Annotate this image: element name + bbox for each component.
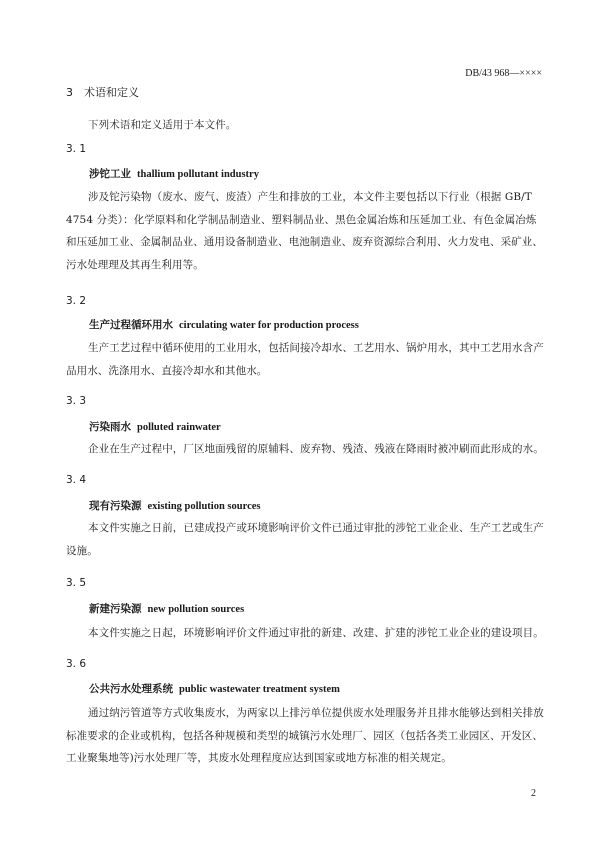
term-zh: 现有污染源	[89, 500, 142, 512]
term-en: thallium pollutant industry	[137, 169, 259, 180]
term-zh: 生产过程循环用水	[89, 319, 173, 331]
section-heading	[66, 84, 139, 100]
term-title	[89, 317, 359, 332]
term-number: 3. 4	[66, 474, 87, 486]
term-zh: 公共污水处理系统	[89, 683, 173, 695]
term-title	[89, 419, 221, 434]
term-en: circulating water for production process	[179, 320, 359, 331]
term-number: 3. 2	[66, 295, 87, 307]
term-title	[89, 601, 244, 616]
section-number: 3	[66, 86, 73, 99]
term-zh: 新建污染源	[89, 603, 142, 615]
term-number: 3. 3	[66, 395, 87, 407]
term-en: existing pollution sources	[147, 501, 261, 512]
term-definition: 本文件实施之日起，环境影响评价文件通过审批的新建、改建、扩建的涉铊工业企业的建设项目。	[88, 627, 544, 639]
term-definition: 涉及铊污染物（废水、废气、废渣）产生和排放的工业，本文件主要包括以下行业（根据 GB/T 4754 分类）：化学原料和化学制品制造业、塑料制品业、黑色金属冶炼和压延加工业、有色金属冶炼和压延加工业、金属制品业、通用设备制造业、电池制造业、废弃资源综合利用、火力发电、采矿业、污水处理理及其再生利用等。	[66, 191, 543, 271]
term-title	[89, 166, 259, 181]
term-en: polluted rainwater	[137, 422, 221, 433]
term-en: public wastewater treatment system	[179, 684, 340, 695]
document-code: DB/43 968—××××	[465, 68, 542, 79]
term-title	[89, 681, 340, 696]
intro-paragraph: 下列术语和定义适用于本文件。	[88, 119, 237, 131]
term-definition: 企业在生产过程中，厂区地面残留的原辅料、废弃物、残渣、残液在降雨时被冲刷而此形成的水。	[88, 443, 544, 455]
term-number: 3. 5	[66, 577, 87, 589]
term-title	[89, 498, 261, 513]
term-definition: 本文件实施之日前，已建成投产或环境影响评价文件已通过审批的涉铊工业企业、生产工艺或生产设施。	[66, 522, 544, 557]
term-number: 3. 6	[66, 658, 87, 670]
term-number: 3. 1	[66, 143, 87, 155]
term-definition: 通过纳污管道等方式收集废水，为两家以上排污单位提供废水处理服务并且排水能够达到相关排放标准要求的企业或机构，包括各种规模和类型的城镇污水处理厂、园区（包括各类工业园区、开发区、工业聚集地等)污水处理厂等，其废水处理程度应达到国家或地方标准的相关规定。	[66, 707, 544, 764]
term-definition: 生产工艺过程中循环使用的工业用水，包括间接冷却水、工艺用水、锅炉用水，其中工艺用水含产品用水、洗涤用水、直接冷却水和其他水。	[66, 342, 544, 377]
section-title: 术语和定义	[84, 86, 139, 99]
term-zh: 污染雨水	[89, 421, 131, 433]
page-number: 2	[531, 788, 536, 799]
term-en: new pollution sources	[147, 604, 245, 615]
term-zh: 涉铊工业	[89, 168, 131, 180]
